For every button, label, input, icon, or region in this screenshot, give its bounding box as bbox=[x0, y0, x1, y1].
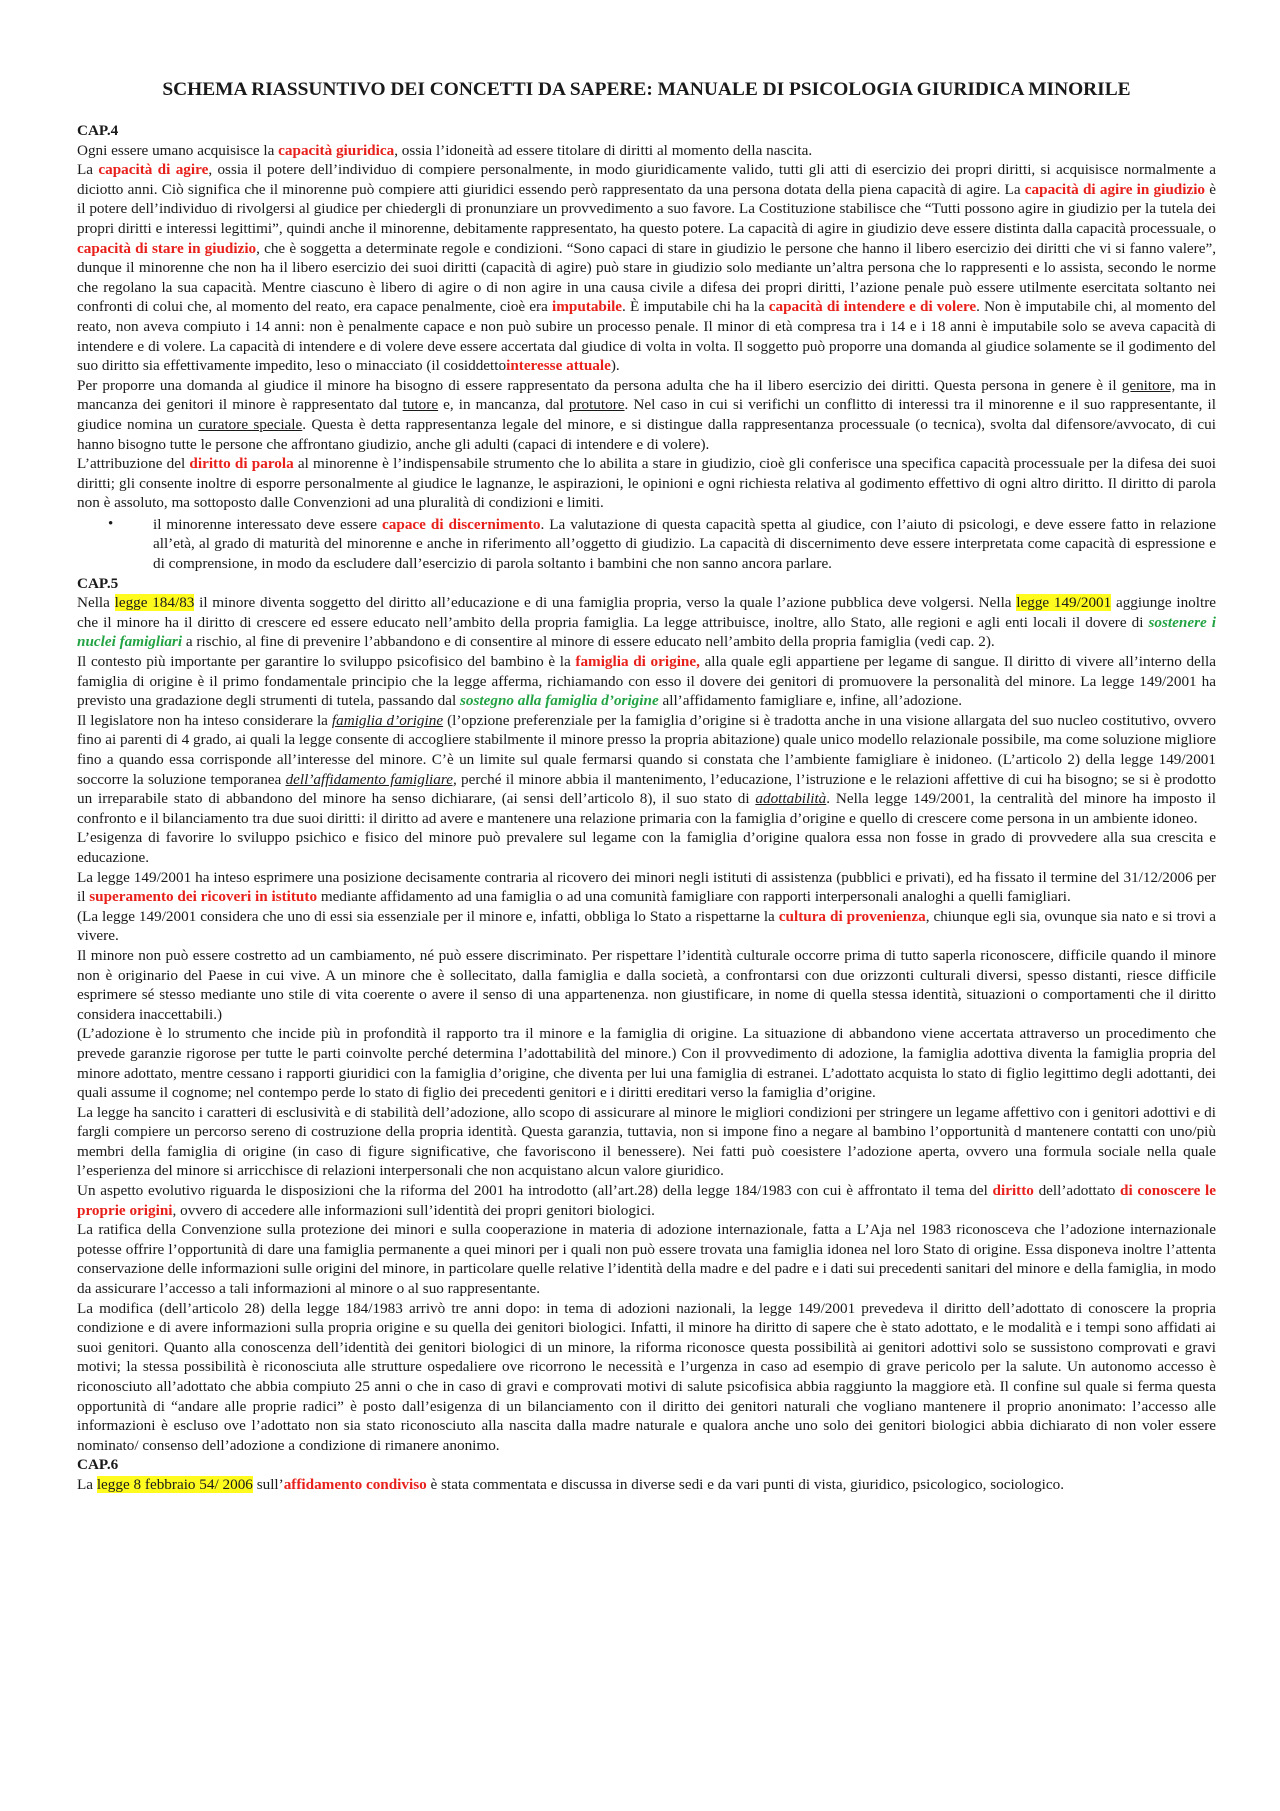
key-term: superamento dei ricoveri in istituto bbox=[89, 888, 318, 906]
text-run: La bbox=[77, 1475, 97, 1493]
chapter-5 bbox=[77, 574, 1216, 1456]
text-run: perché il minore abbia il mantenimento, l’educazione, l’istruzione e le relazioni affettive di cui ha bisogno; se si è prodotto un irreparabile stato di abbandono del minore ha senso dichiarare, (ai sensi dell’articolo 8), il suo stato di bbox=[77, 770, 1216, 808]
text-run: , chiunque egli sia, ovunque sia nato e si trovi a vivere. bbox=[77, 907, 1216, 945]
green-term: sostegno alla famiglia d’origine bbox=[459, 692, 659, 710]
text-run: è stata commentata e discussa in diverse sedi e da vari punti di vista, giuridico, psicologico, sociologico. bbox=[426, 1475, 1065, 1493]
key-term: capacità giuridica bbox=[278, 141, 395, 159]
text-run: mediante affidamento ad una famiglia o ad una comunità famigliare con rapporti interpersonali analoghi a quelli famigliari. bbox=[317, 888, 1071, 906]
text-run: Il legislatore non ha inteso considerare la bbox=[77, 711, 332, 729]
bullet-icon: • bbox=[108, 515, 114, 532]
paragraph bbox=[77, 160, 1216, 376]
text-run: , ossia il potere dell’individuo di compiere personalmente, in modo giuridicamente valido, tutti gli atti di esercizio dei propri diritti, si acquisisce normalmente a diciotto anni. Ciò significa che il minorenne può compiere atti giuridici essendo però rappresentato da una persona dotata della piena capacità di agire. La bbox=[77, 161, 1216, 198]
text-run: è il potere dell’individuo di rivolgersi al giudice per chiedergli di pronunziare un provvedimento a suo favore. La Costituzione stabilisce che “Tutti possono agire in giudizio per la tutela dei propri diritti e interessi legittimi”, quindi anche il minorenne, debitamente rappresentato, ha questo potere. La capacità di agire in giudizio deve essere distinta dalla capacità processuale, o bbox=[77, 180, 1216, 237]
text-run: L’attribuzione del bbox=[77, 455, 190, 473]
text-run: . La valutazione di questa capacità spetta al giudice, con l’aiuto di psicologi, e deve essere fatto in relazione all’età, al grado di maturità del minorenne e anche in riferimento all’oggetto di giudizio. La capacità di discernimento deve essere interpretata come capacità di espressione e di comprensione, in modo da escludere dall’esercizio di parola soltanto i bambini che non sanno ancora parlare. bbox=[153, 515, 1216, 573]
text-run: Il contesto più importante per garantire lo sviluppo psicofisico del bambino è la bbox=[77, 653, 576, 671]
text-run: alla quale egli appartiene per legame di sangue. Il diritto di vivere all’interno della famiglia di origine è il primo fondamentale principio che la legge afferma, richiamando con esso il dovere dei genitori di promuovere la personalità del minore. La legge 149/2001 ha previsto una gradazione degli strumenti di tutela, passando dal bbox=[77, 653, 1216, 710]
text-run: , ovvero di accedere alle informazioni sull’identità dei propri genitori biologici. bbox=[172, 1201, 655, 1219]
key-term: capacità di agire in giudizio bbox=[1024, 180, 1206, 198]
text-run: Nella bbox=[77, 594, 115, 612]
text-run: ma in mancanza dei genitori il minore è rappresentato dal bbox=[77, 376, 1216, 414]
paragraph bbox=[77, 1181, 1216, 1220]
paragraph bbox=[77, 711, 1216, 829]
text-run: sull’ bbox=[252, 1475, 284, 1493]
text-run: La bbox=[77, 161, 99, 179]
key-term: famiglia di origine, bbox=[575, 653, 700, 671]
key-term: di conoscere le proprie origini bbox=[77, 1182, 1216, 1219]
green-term: sostenere i nuclei famigliari bbox=[77, 613, 1216, 651]
text-run: a rischio, al fine di prevenire l’abbandono e di consentire al minore di essere educato nell’ambito della propria famiglia (vedi cap. 2). bbox=[182, 633, 995, 651]
text-run: . Questa è detta rappresentanza legale del minore, e si distingue dalla rappresentanza processuale (o tecnica), svolta dal difensore/avvocato, di cui hanno bisogno tutte le persone che affrontano giudizio, anche gli adulti (capaci di intendere e di volere). bbox=[77, 415, 1216, 453]
highlighted-law: legge 149/2001 bbox=[1016, 594, 1112, 612]
paragraph: Il minore non può essere costretto ad un cambiamento, né può essere discriminato. Per rispettare l’identità culturale occorre prima di tutto saperla riconoscere, difficile quando il minore non è originario del Paese in cui vive. A un minore che è sollecitato, dalla famiglia e dalla società, a confrontarsi con due orizzonti culturali diversi, spesso distanti, riesce difficile esprimere sé stesso mediante uno stile di vita coerente o avere il senso di una appartenenza. non giustificare, in nome di quella stessa identità, situazioni o comportamenti che il diritto considera inaccettabili.) bbox=[77, 946, 1216, 1023]
chapter-heading: CAP.6 bbox=[77, 1456, 119, 1474]
paragraph bbox=[77, 1475, 1216, 1495]
paragraph bbox=[77, 868, 1216, 907]
text-run: il minore diventa soggetto del diritto all’educazione e di una famiglia propria, verso la quale l’azione pubblica deve volgersi. Nella bbox=[194, 594, 1017, 612]
paragraph: L’esigenza di favorire lo sviluppo psichico e fisico del minore può prevalere sul legame con la famiglia d’origine qualora essa non fosse in grado di provvedere alla sua crescita e educazione. bbox=[77, 829, 1216, 866]
paragraph bbox=[77, 454, 1216, 513]
list-item bbox=[77, 515, 1216, 574]
text-run: . Nel caso in cui si verifichi un conflitto di interessi tra il minorenne e il suo rappresentante, il giudice nomina un bbox=[77, 396, 1216, 433]
text-run: , ossia l’idoneità ad essere titolare di diritti al momento della nascita. bbox=[394, 141, 813, 159]
key-term: affidamento condiviso bbox=[283, 1475, 427, 1493]
paragraph: La ratifica della Convenzione sulla protezione dei minori e sulla cooperazione in materia di adozione internazionale, fatta a L’Aja nel 1983 riconosceva che l’adozione internazionale potesse offrire l’opportunità di dare una famiglia permanente a quei minori per i quali non può essere trovata una famiglia idonea nel loro Stato di origine. Essa disponeva inoltre l’attenta conservazione delle informazioni sulle origini del minore, in particolare quelle relative l’identità della madre e del padre e i dati sui precedenti sanitari del minore e della famiglia, in modo da assicurare l’accesso a tali informazioni al minore o al suo rappresentante. bbox=[77, 1221, 1216, 1298]
chapter-heading: CAP.4 bbox=[77, 122, 119, 139]
chapter-heading: CAP.5 bbox=[77, 574, 119, 592]
bullet-list bbox=[77, 515, 1216, 574]
key-term: cultura di provenienza bbox=[778, 907, 926, 925]
key-term: capacità di agire bbox=[98, 161, 209, 179]
underlined-term: adottabilità bbox=[755, 790, 827, 808]
underlined-term: famiglia d’origine bbox=[331, 711, 444, 729]
key-term: capacità di stare in giudizio bbox=[77, 239, 257, 257]
text-run: (l’opzione preferenziale per la famiglia d’origine si è tradotta anche in una visione allargata del suo nucleo costitutivo, ovvero fino ai parenti di 4 grado, ai quali la legge consente di accogliere stabilmente il minore presso la propria abitazione) quale unico modello relazionale possibile, ma come soluzione migliore fino a quando essa corrisponde all’interesse del minore. C’è un limite sul quale fermarsi quando si constata che l’ambiente famigliare è inidoneo. (L’articolo 2) della legge 149/2001 soccorre la soluzione temporanea bbox=[77, 711, 1216, 788]
key-term: capace di discernimento bbox=[382, 515, 541, 533]
text-run: e, in mancanza, dal bbox=[438, 396, 569, 414]
underlined-term: dell’affidamento famigliare, bbox=[285, 770, 457, 788]
paragraph bbox=[77, 141, 1216, 161]
chapter-4 bbox=[77, 121, 1216, 574]
chapter-6 bbox=[77, 1455, 1216, 1494]
text-run: dell’adottato bbox=[1033, 1182, 1121, 1200]
text-run: . È imputabile chi ha la bbox=[622, 298, 769, 316]
text-run: aggiunge inoltre che il minore ha il diritto di crescere ed essere educato nell’ambito della propria famiglia. La legge attribuisce, inoltre, allo Stato, alle regioni e agli enti locali il dovere di bbox=[77, 594, 1216, 631]
text-run: il minorenne interessato deve essere bbox=[153, 515, 383, 533]
underlined-term: curatore speciale bbox=[198, 415, 303, 433]
key-term: diritto di parola bbox=[189, 455, 294, 473]
key-term: interesse attuale bbox=[506, 357, 611, 375]
paragraph bbox=[77, 376, 1216, 454]
text-run: all’affidamento famigliare e, infine, all’adozione. bbox=[658, 692, 963, 710]
underlined-term: protutore bbox=[568, 396, 625, 414]
text-run: ). bbox=[610, 357, 620, 375]
text-run: al minorenne è l’indispensabile strumento che lo abilita a stare in giudizio, cioè gli conferisce una specifica capacità processuale per la difesa dei suoi diritti; gli consente inoltre di esporre personalmente al giudice le lagnanze, le aspirazioni, le opinioni e ogni richiesta relativa al godimento effettivo di ogni altro diritto. Il diritto di parola non è assoluto, ma sottoposto dalle Convenzioni ad una pluralità di condizioni e limiti. bbox=[77, 455, 1217, 512]
text-run: , che è soggetta a determinate regole e condizioni. “Sono capaci di stare in giudizio le persone che hanno il libero esercizio dei diritti che vi si fanno valere”, dunque il minorenne che non ha il libero esercizio dei suoi diritti (capacità di agire) può stare in giudizio solo mediante un’altra persona che lo rappresenti e lo assista, secondo le norme che regolano la sua capacità. Mentre ciascuno è libero di agire o di non agire in una causa civile a difesa dei propri diritti, l’azione penale può essere utilmente esercitata soltanto nei confronti di colui che, al momento del reato, era capace penalmente, cioè era bbox=[77, 239, 1216, 316]
text-run: La legge 149/2001 ha inteso esprimere una posizione decisamente contraria al ricovero dei minori negli istituti di assistenza (pubblici e privati), ed ha fissato il termine del 31/12/2006 per il bbox=[77, 868, 1216, 906]
highlighted-law: legge 184/83 bbox=[114, 594, 195, 612]
paragraph bbox=[77, 652, 1216, 711]
text-run: Per proporre una domanda al giudice il minore ha bisogno di essere rappresentato da persona adulta che ha il libero esercizio dei diritti. Questa persona in genere è il bbox=[77, 376, 1122, 394]
key-term: imputabile bbox=[552, 298, 623, 316]
document-title: SCHEMA RIASSUNTIVO DEI CONCETTI DA SAPERE: MANUALE DI PSICOLOGIA GIURIDICA MINORILE bbox=[162, 79, 1131, 100]
underlined-term: tutore bbox=[402, 396, 439, 414]
paragraph: La modifica (dell’articolo 28) della legge 184/1983 arrivò tre anni dopo: in tema di adozioni nazionali, la legge 149/2001 prevedeva il diritto dell’adottato di conoscere la propria condizione e di avere informazioni sulla propria origine e su quella dei genitori biologici. Infatti, il minore ha diritto di sapere che è stato adottato, e le modalità e i tempi sono affidati ai suoi genitori. Quanto alla conoscenza dell’identità dei genitori biologici di un minore, la riforma riconosce questa possibilità ai genitori adottivi solo se sussistono comprovati e gravi motivi; la stessa possibilità è riconosciuta alle strutture ospedaliere ove ricorrono le necessità e l’urgenza in caso ad esempio di grave pericolo per la salute. Un autonomo accesso è riconosciuto all’adottato che abbia compiuto 25 anni o che in caso di gravi e comprovati motivi di salute psicofisica abbia raggiunto la maggiore età. Il confine sul quale si ferma questa opportunità di “andare alle proprie radici” è posto dall’esigenza di un bilanciamento con il diritto dei genitori naturali che vogliano mantenere il proprio anonimato: l’accesso alle informazioni è escluso ove l’adottato non sia stato riconosciuto alla nascita dalla madre naturale e qualora anche uno solo dei genitori biologici abbia dichiarato di non voler essere nominato/ consenso dell’adozione a condizione di rimanere anonimo. bbox=[77, 1299, 1216, 1454]
underlined-term: genitore, bbox=[1121, 376, 1176, 394]
highlighted-law: legge 8 febbraio 54/ 2006 bbox=[96, 1475, 253, 1493]
paragraph: (L’adozione è lo strumento che incide più in profondità il rapporto tra il minore e la famiglia di origine. La situazione di abbandono viene accertata attraverso un procedimento che prevede garanzie rigorose per tutte le parti coinvolte perché determina l’adottabilità del minore.) Con il provvedimento di adozione, la famiglia adottiva diventa la famiglia propria del minore adottato, mentre cessano i rapporti giuridici con la famiglia d’origine, che diventa per lui una famiglia di estranei. L’adottato acquista lo stato di figlio legittimo degli adottanti, dei quali assume il cognome; nel contempo perde lo stato di figlio dei precedenti genitori e i diritti ereditari verso la famiglia d’origine. bbox=[77, 1025, 1216, 1102]
text-run: Ogni essere umano acquisisce la bbox=[77, 141, 279, 159]
text-run: . Non è imputabile chi, al momento del reato, non aveva compiuto i 14 anni: non è penalmente capace e non può subire un processo penale. Il minor di età compresa tra i 14 e i 18 anni è imputabile solo se aveva capacità di intendere e di volere. La capacità di intendere e di volere deve essere accertata dal giudice di volta in volta. Il soggetto può proporre una domanda al giudice solamente se il godimento del suo diritto sia effettivamente impedito, leso o minacciato (il cosiddetto bbox=[77, 298, 1216, 375]
text-run: . Nella legge 149/2001, la centralità del minore ha imposto il confronto e il bilanciamento tra due suoi diritti: il diritto ad avere e mantenere una relazione primaria con la famiglia d’origine e quello di crescere come persona in un ambiente idoneo. bbox=[77, 790, 1216, 827]
key-term: diritto bbox=[992, 1182, 1034, 1200]
paragraph: La legge ha sancito i caratteri di esclusività e di stabilità dell’adozione, allo scopo di assicurare al minore le migliori condizioni per stringere un legame affettivo con i genitori adottivi e di fargli compiere un percorso sereno di costruzione della propria identità. Questa garanzia, tuttavia, non si impone fino a negare al bambino l’opportunità d mantenere contatti con uno/più membri della famiglia di origine (in caso di figure significative, che favoriscono il benessere). Nei fatti può coesistere l’adozione aperta, ovvero una formula sociale nella quale l’esperienza del minore si arricchisce di relazioni interpersonali che non acquistano alcun valore giuridico. bbox=[77, 1103, 1216, 1180]
key-term: capacità di intendere e di volere bbox=[768, 298, 977, 316]
paragraph bbox=[77, 593, 1216, 652]
text-run: Un aspetto evolutivo riguarda le disposizioni che la riforma del 2001 ha introdotto (all’art.28) della legge 184/1983 con cui è affrontato il tema del bbox=[77, 1182, 993, 1200]
paragraph bbox=[77, 907, 1216, 946]
text-run: (La legge 149/2001 considera che uno di essi sia essenziale per il minore e, infatti, obbliga lo Stato a rispettarne la bbox=[77, 907, 779, 925]
